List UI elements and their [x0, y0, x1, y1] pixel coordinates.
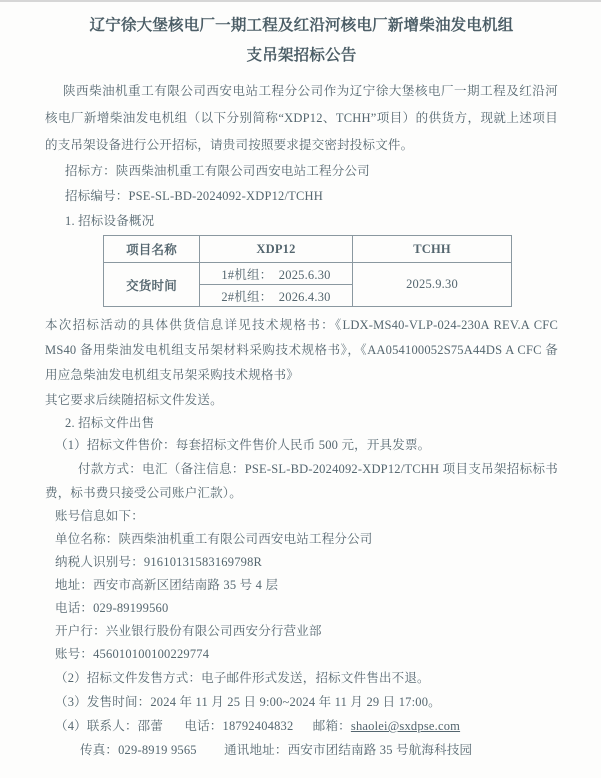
header-cell-project-name: 项目名称	[104, 236, 200, 263]
document-title-line2: 支吊架招标公告	[246, 47, 357, 64]
table-row-delivery-1	[104, 263, 512, 285]
intro-paragraph: 陕西柴油机重工有限公司西安电站工程分公司作为辽宁徐大堡核电厂一期工程及红沿河核电厂新增柴油发电机组（以下分别简称“XDP12、TCHH”项目）的供货方，现就上述项目的支吊架设备进行公开招标，请贵司按照要求提交密封投标文件。	[45, 84, 558, 152]
document-title	[45, 14, 558, 68]
account-info-intro: 账号信息如下：	[55, 509, 144, 523]
section2-heading: 2. 招标文件出售	[65, 416, 155, 430]
mailing-address: 通讯地址：西安市团结南路 35 号航海科技园	[224, 743, 473, 757]
spec-paragraph: 本次招标活动的具体供货信息详见技术规格书：《LDX-MS40-VLP-024-230A REV.A CFC MS40 备用柴油发电机组支吊架材料采购技术规格书》，《AA054100052S75A44DS A CFC 备用应急柴油发电机组支吊架采购技术规格书》	[45, 318, 558, 382]
other-requirements-note: 其它要求后续随招标文件发送。	[45, 393, 223, 407]
contact-line	[45, 714, 558, 738]
sale-item-time: （3）发售时间：2024 年 11 月 25 日 9:00~2024 年 11 月 29 日 17:00。	[55, 695, 441, 709]
contact-email-label: 邮箱：	[312, 719, 351, 733]
header-cell-tchh: TCHH	[353, 236, 512, 263]
account-address: 地址：西安市高新区团结南路 35 号 4 层	[55, 578, 279, 592]
cell-xdp12-unit1-date: 1#机组： 2025.6.30	[200, 263, 353, 285]
email-link[interactable]: shaolei@sxdpse.com	[350, 719, 461, 733]
equipment-overview-table	[103, 235, 512, 307]
account-tax-id: 纳税人识别号：91610131583169798R	[55, 555, 263, 569]
fax-line	[45, 738, 558, 762]
header-cell-xdp12: XDP12	[200, 236, 353, 263]
document-title-line1: 辽宁徐大堡核电厂一期工程及红沿河核电厂新增柴油发电机组	[89, 17, 514, 34]
contact-person: （4）联系人：邵蕾	[55, 719, 164, 733]
tenderer-line: 招标方：陕西柴油机重工有限公司西安电站工程分公司	[65, 164, 370, 178]
account-phone: 电话：029-89199560	[55, 601, 169, 615]
payment-method-paragraph: 付款方式：电汇（备注信息：PSE-SL-BD-2024092-XDP12/TCHH 项目支吊架招标标书费，标书费只接受公司账户汇款）。	[45, 462, 558, 500]
sale-item-price: （1）招标文件售价：每套招标文件售价人民币 500 元，开具发票。	[55, 438, 431, 452]
cell-xdp12-unit2-date: 2#机组： 2026.4.30	[200, 285, 353, 307]
cell-delivery-time-label: 交货时间	[104, 263, 200, 307]
fax-number: 传真：029-8919 9565	[80, 743, 197, 757]
account-bank: 开户行：兴业银行股份有限公司西安分行营业部	[55, 624, 322, 638]
section1-heading: 1. 招标设备概况	[65, 214, 155, 228]
account-number: 账号：456010100100229774	[55, 647, 210, 661]
cell-tchh-date: 2025.9.30	[353, 263, 512, 307]
contact-phone: 电话：18792404832	[184, 719, 294, 733]
sale-item-delivery-method: （2）招标文件发售方式：电子邮件形式发送，招标文件售出不退。	[55, 671, 430, 685]
tender-number-line: 招标编号：PSE-SL-BD-2024092-XDP12/TCHH	[65, 189, 323, 203]
table-header-row	[104, 236, 512, 263]
account-company-name: 单位名称：陕西柴油机重工有限公司西安电站工程分公司	[55, 532, 373, 546]
